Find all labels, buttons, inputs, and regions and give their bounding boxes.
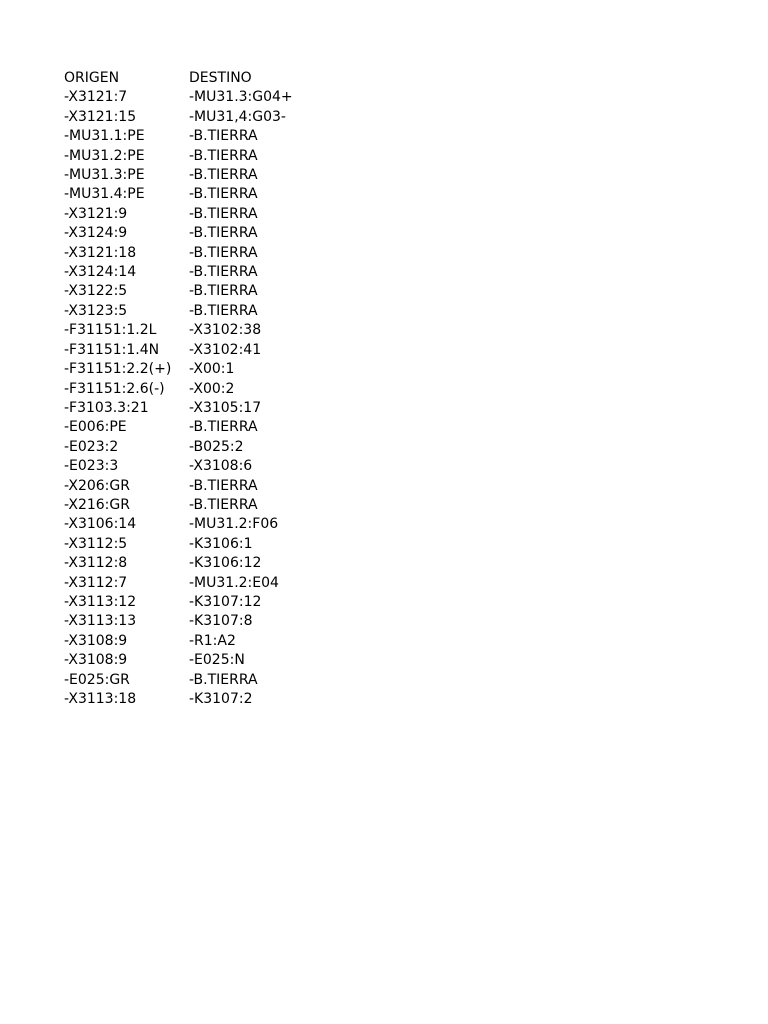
origen-cell: -X3112:5 — [64, 535, 128, 552]
destino-cell: -B.TIERRA — [189, 225, 258, 242]
destino-cell: -MU31,4:G03- — [189, 108, 286, 125]
destino-cell: -B.TIERRA — [189, 671, 258, 688]
origen-cell: -X216:GR — [64, 496, 130, 513]
destino-cell: -B.TIERRA — [189, 205, 258, 222]
table-row — [64, 380, 349, 399]
table-row — [64, 360, 349, 379]
destino-cell: -X3105:17 — [189, 399, 262, 416]
table-row — [64, 302, 349, 321]
origen-cell: -X206:GR — [64, 477, 130, 494]
table-row — [64, 185, 349, 204]
destino-cell: -B.TIERRA — [189, 147, 258, 164]
table-row — [64, 282, 349, 301]
origen-cell: -MU31.1:PE — [64, 128, 145, 145]
destino-cell: -K3107:8 — [189, 613, 253, 630]
table-row — [64, 127, 349, 146]
destino-cell: -X3102:38 — [189, 322, 262, 339]
origen-cell: -E023:3 — [64, 458, 119, 475]
origen-cell: -X3108:9 — [64, 652, 128, 669]
table-row — [64, 612, 349, 631]
connection-sheet — [64, 69, 349, 709]
origen-cell: -X3106:14 — [64, 516, 137, 533]
origen-cell: -F31151:2.6(-) — [64, 380, 165, 397]
origen-cell: -X3113:18 — [64, 691, 137, 707]
destino-cell: -B025:2 — [189, 438, 244, 455]
table-row — [64, 632, 349, 651]
origen-cell: -X3122:5 — [64, 283, 128, 300]
table-row — [64, 205, 349, 224]
destino-cell: -MU31.3:G04+ — [189, 89, 293, 106]
origen-cell: -MU31.4:PE — [64, 186, 145, 203]
origen-cell: -X3112:7 — [64, 574, 128, 591]
header-destino: DESTINO — [189, 70, 252, 86]
origen-cell: -F31151:2.2(+) — [64, 361, 172, 378]
header-origen: ORIGEN — [64, 70, 120, 86]
table-row — [64, 399, 349, 418]
origen-cell: -MU31.3:PE — [64, 167, 145, 184]
table-row — [64, 477, 349, 496]
destino-cell: -MU31.2:E04 — [189, 574, 279, 591]
table-row — [64, 321, 349, 340]
origen-cell: -F31151:1.4N — [64, 341, 160, 358]
table-row — [64, 438, 349, 457]
origen-cell: -X3123:5 — [64, 302, 128, 319]
origen-cell: -X3121:15 — [64, 108, 137, 125]
connection-table — [64, 69, 349, 709]
origen-cell: -X3121:18 — [64, 244, 137, 261]
origen-cell: -MU31.2:PE — [64, 147, 145, 164]
table-row — [64, 88, 349, 107]
destino-cell: -B.TIERRA — [189, 302, 258, 319]
table-row — [64, 690, 349, 709]
origen-cell: -E025:GR — [64, 671, 130, 688]
destino-cell: -B.TIERRA — [189, 496, 258, 513]
table-row — [64, 535, 349, 554]
destino-cell: -B.TIERRA — [189, 283, 258, 300]
origen-cell: -E006:PE — [64, 419, 127, 436]
table-row — [64, 593, 349, 612]
destino-cell: -R1:A2 — [189, 632, 236, 649]
table-row — [64, 651, 349, 670]
table-row — [64, 108, 349, 127]
table-row — [64, 341, 349, 360]
destino-cell: -B.TIERRA — [189, 244, 258, 261]
origen-cell: -X3113:12 — [64, 593, 137, 610]
origen-cell: -F3103.3:21 — [64, 399, 149, 416]
destino-cell: -X3108:6 — [189, 458, 253, 475]
origen-cell: -X3112:8 — [64, 555, 128, 572]
table-row — [64, 671, 349, 690]
destino-cell: -K3106:1 — [189, 535, 253, 552]
table-row — [64, 166, 349, 185]
destino-cell: -K3107:12 — [189, 593, 262, 610]
destino-cell: -X00:1 — [189, 361, 235, 378]
table-row — [64, 554, 349, 573]
destino-cell: -B.TIERRA — [189, 419, 258, 436]
origen-cell: -X3108:9 — [64, 632, 128, 649]
origen-cell: -F31151:1.2L — [64, 322, 157, 339]
origen-cell: -X3121:9 — [64, 205, 128, 222]
destino-cell: -B.TIERRA — [189, 167, 258, 184]
table-row — [64, 457, 349, 476]
destino-cell: -B.TIERRA — [189, 477, 258, 494]
table-row — [64, 263, 349, 282]
origen-cell: -X3113:13 — [64, 613, 137, 630]
table-row — [64, 574, 349, 593]
destino-cell: -B.TIERRA — [189, 186, 258, 203]
table-row — [64, 496, 349, 515]
origen-cell: -E023:2 — [64, 438, 119, 455]
table-row — [64, 224, 349, 243]
origen-cell: -X3124:14 — [64, 264, 137, 281]
table-row — [64, 244, 349, 263]
table-row — [64, 515, 349, 534]
destino-cell: -B.TIERRA — [189, 264, 258, 281]
table-row — [64, 147, 349, 166]
destino-cell: -K3107:2 — [189, 691, 253, 707]
destino-cell: -MU31.2:F06 — [189, 516, 279, 533]
destino-cell: -K3106:12 — [189, 555, 262, 572]
origen-cell: -X3121:7 — [64, 89, 128, 106]
connection-rows — [64, 88, 349, 709]
destino-cell: -E025:N — [189, 652, 245, 669]
destino-cell: -X00:2 — [189, 380, 235, 397]
destino-cell: -X3102:41 — [189, 341, 262, 358]
origen-cell: -X3124:9 — [64, 225, 128, 242]
table-row — [64, 418, 349, 437]
header-row — [64, 69, 349, 88]
destino-cell: -B.TIERRA — [189, 128, 258, 145]
